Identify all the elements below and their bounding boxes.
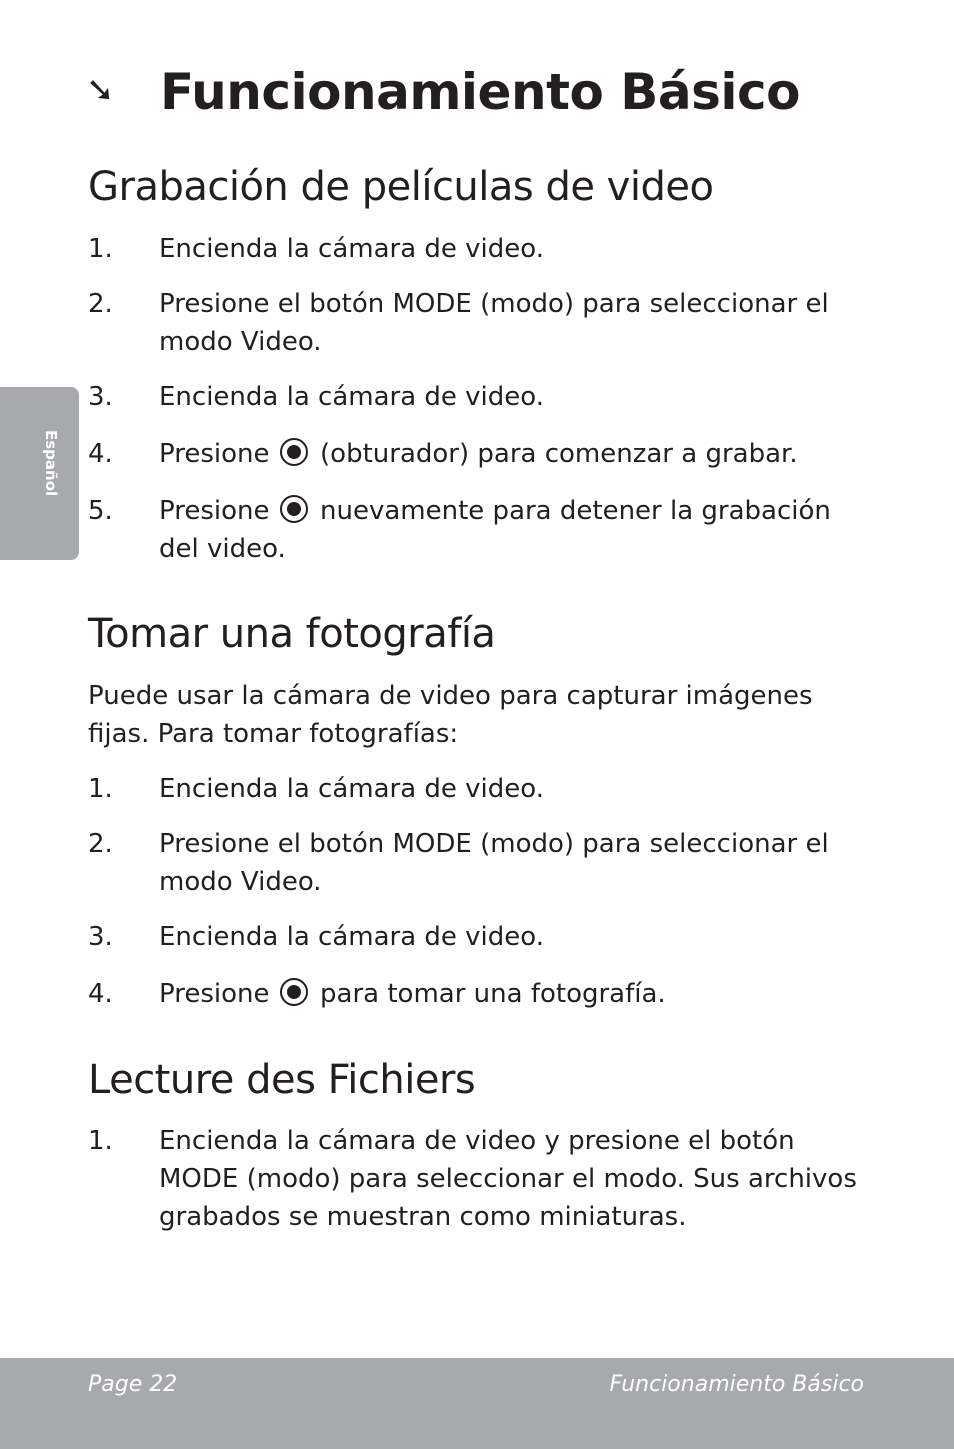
step-text: Encienda la cámara de video. (159, 774, 544, 804)
language-tab-label: Español (42, 430, 60, 497)
playback-steps (88, 1122, 868, 1236)
step-text: Presione el botón MODE (modo) para seleccionar el modo Video. (159, 289, 829, 357)
list-item (88, 492, 868, 568)
section-title-playback: Lecture des Fichiers (88, 1057, 476, 1103)
step-number: 2. (88, 829, 113, 859)
step-number: 2. (88, 289, 113, 319)
page-number: Page 22 (88, 1372, 178, 1397)
list-item (88, 230, 868, 268)
page-footer (0, 1358, 954, 1449)
step-text-after: nuevamente para detener la grabación del video. (159, 496, 831, 564)
step-number: 1. (88, 234, 113, 264)
shutter-button-icon (280, 495, 308, 523)
language-side-tab (0, 387, 79, 560)
step-number: 5. (88, 496, 113, 526)
list-item (88, 770, 868, 808)
section-title-video-recording: Grabación de películas de video (88, 164, 714, 210)
page-title: Funcionamiento Básico (160, 63, 800, 121)
step-text: Encienda la cámara de video. (159, 382, 544, 412)
take-photo-steps (88, 770, 868, 1013)
step-number: 1. (88, 1126, 113, 1156)
section-title-take-photo: Tomar una fotografía (88, 611, 496, 657)
step-text-before: Presione (159, 979, 270, 1009)
shutter-button-icon (280, 978, 308, 1006)
list-item (88, 918, 868, 956)
list-item (88, 435, 868, 473)
step-text-before: Presione (159, 496, 270, 526)
step-number: 4. (88, 979, 113, 1009)
shutter-button-icon (280, 438, 308, 466)
list-item (88, 285, 868, 361)
list-item (88, 825, 868, 901)
step-text-after: (obturador) para comenzar a grabar. (320, 439, 798, 469)
list-item (88, 378, 868, 416)
footer-section-title: Funcionamiento Básico (609, 1372, 864, 1397)
intro-paragraph: Puede usar la cámara de video para capturar imágenes fijas. Para tomar fotografías: (88, 681, 813, 749)
step-text-after: para tomar una fotografía. (320, 979, 666, 1009)
step-text: Presione el botón MODE (modo) para seleccionar el modo Video. (159, 829, 829, 897)
step-text-before: Presione (159, 439, 270, 469)
video-recording-steps (88, 230, 868, 568)
step-text: Encienda la cámara de video. (159, 234, 544, 264)
step-number: 3. (88, 922, 113, 952)
list-item (88, 1122, 868, 1236)
step-number: 1. (88, 774, 113, 804)
list-item (88, 975, 868, 1013)
arrow-icon: ➘ (86, 70, 115, 110)
step-text: Encienda la cámara de video. (159, 922, 544, 952)
step-number: 4. (88, 439, 113, 469)
step-number: 3. (88, 382, 113, 412)
step-text: Encienda la cámara de video y presione el botón MODE (modo) para seleccionar el modo. Sus archivos grabados se muestran como miniaturas. (159, 1126, 857, 1232)
